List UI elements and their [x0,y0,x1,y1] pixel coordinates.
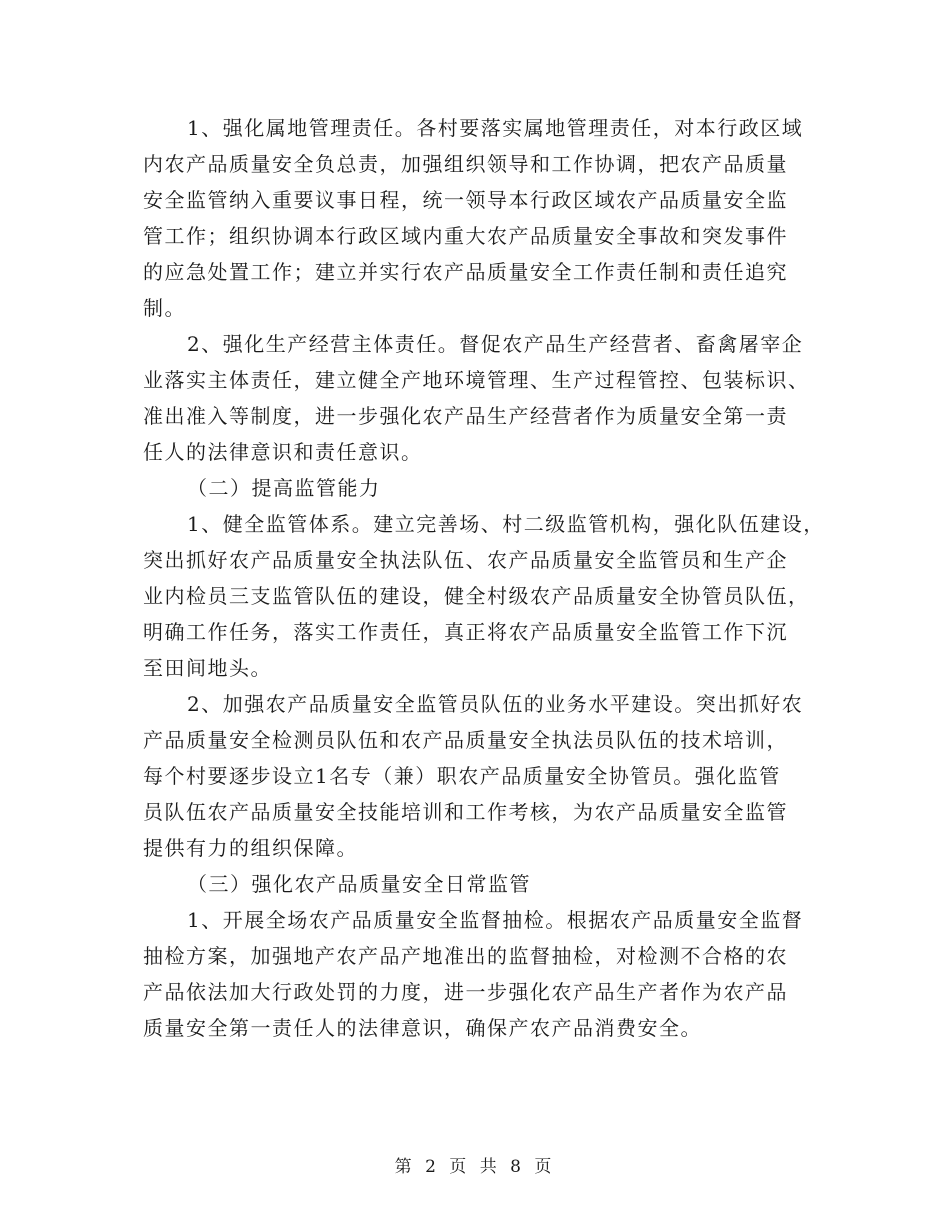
text-line: 2、加强农产品质量安全监管员队伍的业务水平建设。突出抓好农 [187,692,804,716]
section-heading: （三）强化农产品质量安全日常监管 [187,872,531,896]
text-line: 至田间地头。 [143,656,272,680]
text-line: 质量安全第一责任人的法律意识，确保产农产品消费安全。 [143,1016,702,1040]
paragraph [143,902,815,1046]
text-line: 每个村要逐步设立1名专（兼）职农产品质量安全协管员。强化监管 [143,764,781,788]
text-line: 2、强化生产经营主体责任。督促农产品生产经营者、畜禽屠宰企 [187,332,804,356]
text-line: 1、开展全场农产品质量安全监督抽检。根据农产品质量安全监督 [187,908,804,932]
text-line: 任人的法律意识和责任意识。 [143,440,423,464]
text-line: 突出抓好农产品质量安全执法队伍、农产品质量安全监管员和生产企 [143,548,788,572]
text-line: 安全监管纳入重要议事日程，统一领导本行政区域农产品质量安全监 [143,188,788,212]
page-footer: 第 2 页 共 8 页 [394,1157,556,1177]
section-heading: （二）提高监管能力 [187,476,381,500]
text-line: 产品依法加大行政处罚的力度，进一步强化农产品生产者作为农产品 [143,980,788,1004]
text-line: 的应急处置工作；建立并实行农产品质量安全工作责任制和责任追究 [143,260,788,284]
text-line: 业内检员三支监管队伍的建设，健全村级农产品质量安全协管员队伍， [143,584,810,608]
text-line: 1、健全监管体系。建立完善场、村二级监管机构，强化队伍建设， [187,512,825,536]
text-line: 内农产品质量安全负总责，加强组织领导和工作协调，把农产品质量 [143,152,788,176]
text-line: 管工作；组织协调本行政区域内重大农产品质量安全事故和突发事件 [143,224,788,248]
text-line: 抽检方案，加强地产农产品产地准出的监督抽检，对检测不合格的农 [143,944,788,968]
text-line: 1、强化属地管理责任。各村要落实属地管理责任，对本行政区域 [187,116,804,140]
paragraph [143,110,815,326]
text-line: 明确工作任务，落实工作责任，真正将农产品质量安全监管工作下沉 [143,620,788,644]
paragraph [143,686,815,866]
paragraph [143,326,815,470]
text-line: 产品质量安全检测员队伍和农产品质量安全执法员队伍的技术培训， [143,728,788,752]
document-body [143,110,825,1046]
text-line: 提供有力的组织保障。 [143,836,358,860]
text-line: 员队伍农产品质量安全技能培训和工作考核，为农产品质量安全监管 [143,800,788,824]
text-line: 制。 [143,296,186,320]
text-line: 准出准入等制度，进一步强化农产品生产经营者作为质量安全第一责 [143,404,788,428]
text-line: 业落实主体责任，建立健全产地环境管理、生产过程管控、包装标识、 [143,368,810,392]
paragraph [143,506,825,686]
